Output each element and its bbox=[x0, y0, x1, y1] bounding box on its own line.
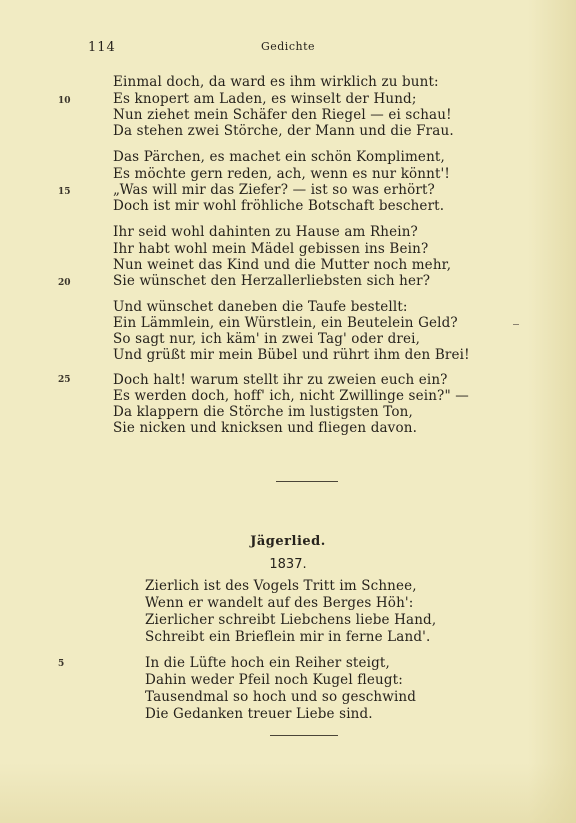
poem-line: Tausendmal so hoch und so geschwind bbox=[145, 689, 417, 705]
poem-line: Ein Lämmlein, ein Würstlein, ein Beutelein Geld? bbox=[113, 315, 458, 331]
page-number: 114 bbox=[88, 40, 116, 55]
poem-line: Das Pärchen, es machet ein schön Kompliment, bbox=[113, 149, 445, 165]
line-number: 10 bbox=[58, 96, 71, 106]
poem-line: In die Lüfte hoch ein Reiher steigt, bbox=[145, 655, 390, 671]
poem-line: Ihr habt wohl mein Mädel gebissen ins Bein? bbox=[113, 241, 429, 257]
poem-line: Ihr seid wohl dahinten zu Hause am Rhein? bbox=[113, 224, 418, 240]
poem-line: Schreibt ein Brieflein mir in ferne Land'. bbox=[145, 629, 431, 645]
poem-line: Zierlicher schreibt Liebchens liebe Hand, bbox=[145, 612, 437, 628]
line-number: 5 bbox=[58, 659, 65, 669]
poem-line: Wenn er wandelt auf des Berges Höh': bbox=[145, 595, 414, 611]
page-edge-shadow bbox=[528, 0, 576, 823]
poem-line: Und grüßt mir mein Bübel und rührt ihm den Brei! bbox=[113, 347, 470, 363]
poem-year: 1837. bbox=[269, 557, 307, 572]
poem-line: Nun weinet das Kind und die Mutter noch mehr, bbox=[113, 257, 452, 273]
poem-line: Dahin weder Pfeil noch Kugel fleugt: bbox=[145, 672, 403, 688]
poem-line: Doch ist mir wohl fröhliche Botschaft beschert. bbox=[113, 198, 445, 214]
poem-line: Sie wünschet den Herzallerliebsten sich her? bbox=[113, 273, 431, 289]
stray-mark bbox=[513, 324, 519, 325]
poem-title: Jägerlied. bbox=[250, 534, 326, 549]
page-bottom-shadow bbox=[0, 763, 576, 823]
poem-line: Da klappern die Störche im lustigsten Ton, bbox=[113, 404, 413, 420]
poem-line: So sagt nur, ich käm' in zwei Tag' oder drei, bbox=[113, 331, 421, 347]
poem-line: Es möchte gern reden, ach, wenn es nur könnt'! bbox=[113, 166, 450, 182]
poem-line: Sie nicken und knicksen und fliegen davon. bbox=[113, 420, 418, 436]
line-number: 25 bbox=[58, 375, 71, 385]
section-separator bbox=[276, 481, 338, 482]
poem-line: „Was will mir das Ziefer? — ist so was erhört? bbox=[113, 182, 435, 198]
poem-line: Die Gedanken treuer Liebe sind. bbox=[145, 706, 373, 722]
poem-line: Und wünschet daneben die Taufe bestellt: bbox=[113, 299, 408, 315]
line-number: 20 bbox=[58, 278, 71, 288]
line-number: 15 bbox=[58, 187, 71, 197]
poem-line: Nun ziehet mein Schäfer den Riegel — ei schau! bbox=[113, 107, 452, 123]
section-separator bbox=[270, 735, 338, 736]
running-title: Gedichte bbox=[260, 40, 316, 53]
poem-line: Zierlich ist des Vogels Tritt im Schnee, bbox=[145, 578, 417, 594]
poem-line: Einmal doch, da ward es ihm wirklich zu bunt: bbox=[113, 74, 439, 90]
poem-line: Es werden doch, hoff' ich, nicht Zwillinge sein?" — bbox=[113, 388, 469, 404]
poem-line: Es knopert am Laden, es winselt der Hund; bbox=[113, 91, 417, 107]
poem-line: Da stehen zwei Störche, der Mann und die Frau. bbox=[113, 123, 454, 139]
poem-line: Doch halt! warum stellt ihr zu zweien euch ein? bbox=[113, 372, 448, 388]
